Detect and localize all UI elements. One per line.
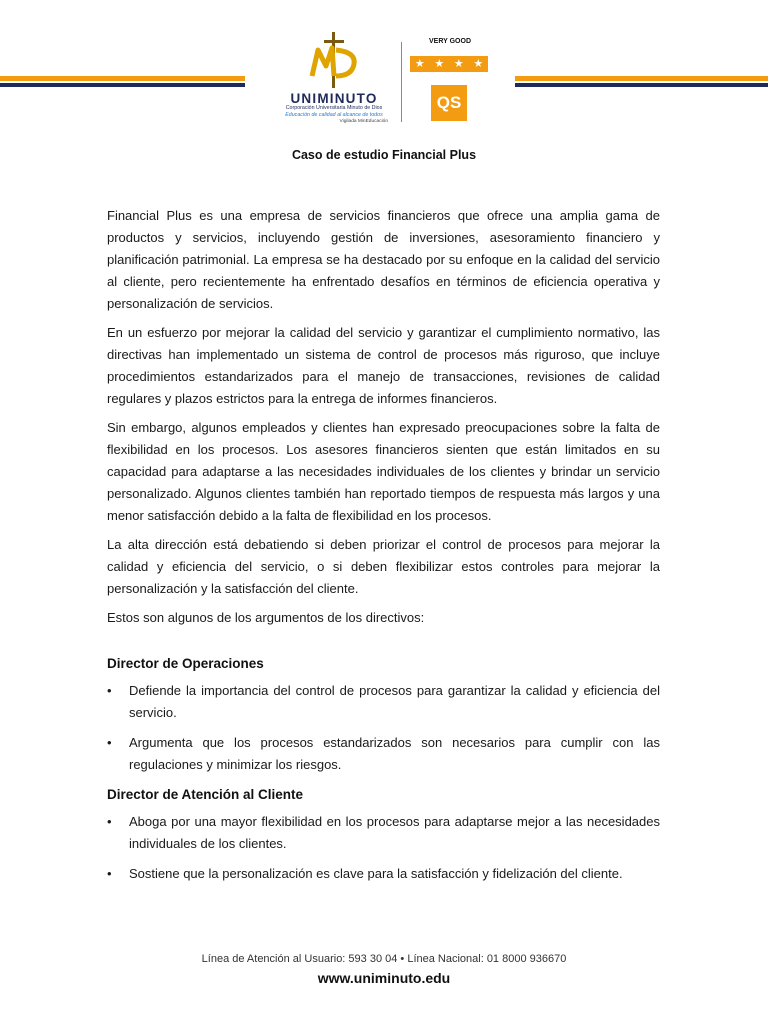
star-icon: ★ [414,58,425,70]
list-item [107,863,660,885]
list-item-text: Defiende la importancia del control de procesos para garantizar la calidad y eficiencia del servicio. [129,683,660,720]
bullet-list-atencion-cliente [107,811,660,885]
uniminuto-logo [272,32,396,132]
rating-stars [410,56,488,72]
bullet-icon: • [107,866,112,881]
md-emblem-icon [308,32,360,88]
paragraph: Sin embargo, algunos empleados y clientes han expresado preocupaciones sobre la falta de flexibilidad en los procesos. Los asesores financieros sienten que están limitados en su capacidad para adaptarse a las necesidades individuales de los clientes y brindar un servicio personalizado. Algunos clientes también han reportado tiempos de respuesta más largos y una menor satisfacción debido a la falta de flexibilidad en los procesos. [107,420,660,523]
rating-label: VERY GOOD [428,38,471,45]
bullet-list-operaciones [107,680,660,776]
footer-contact: Línea de Atención al Usuario: 593 30 04 • Línea Nacional: 01 8000 936670 [201,953,567,965]
list-item-text: Aboga por una mayor flexibilidad en los procesos para adaptarse mejor a las necesidades individuales de los clientes. [129,814,660,851]
logo-brand-text: UNIMINUTO [290,91,378,106]
list-item [107,680,660,724]
paragraph: En un esfuerzo por mejorar la calidad del servicio y garantizar el cumplimiento normativo, las directivas han implementado un sistema de control de procesos más riguroso, que incluye procedimientos estandarizados para el manejo de transacciones, revisiones de calidad regulares y plazos estrictos para la entrega de informes financieros. [107,325,660,406]
bullet-icon: • [107,814,112,829]
header-navy-band-right [515,83,768,87]
section-heading-atencion-cliente: Director de Atención al Cliente [107,787,304,802]
document-body [107,205,660,893]
footer-website-link[interactable]: www.uniminuto.edu [317,970,451,986]
bullet-icon: • [107,683,112,698]
star-icon: ★ [473,58,484,70]
list-item-text: Sostiene que la personalización es clave para la satisfacción y fidelización del cliente. [129,866,623,881]
header-navy-band-left [0,83,245,87]
qs-rating [410,36,490,124]
list-item [107,732,660,776]
logo-vigilada: Vigilada MinEducación [339,119,388,124]
section-heading-operaciones: Director de Operaciones [107,656,264,671]
qs-logo: QS [431,85,467,121]
header-divider [401,42,402,122]
paragraph: Financial Plus es una empresa de servicios financieros que ofrece una amplia gama de productos y servicios, incluyendo gestión de inversiones, asesoramiento financiero y planificación patrimonial. La empresa se ha destacado por su enfoque en la calidad del servicio al cliente, pero recientemente ha enfrentado desafíos en términos de eficiencia operativa y personalización de servicios. [107,208,660,311]
paragraph: Estos son algunos de los argumentos de los directivos: [107,610,425,625]
star-icon: ★ [434,58,445,70]
list-item-text: Argumenta que los procesos estandarizados son necesarios para cumplir con las regulaciones y minimizar los riesgos. [129,735,660,772]
logo-tagline: Educación de calidad al alcance de todos [285,112,383,118]
star-icon: ★ [453,58,464,70]
header-orange-band-right [515,76,768,81]
logo-subtitle: Corporación Universitaria Minuto de Dios [285,105,383,111]
header-orange-band-left [0,76,245,81]
bullet-icon: • [107,735,112,750]
document-title: Caso de estudio Financial Plus [291,148,477,162]
list-item [107,811,660,855]
paragraph: La alta dirección está debatiendo si deben priorizar el control de procesos para mejorar la calidad y eficiencia del servicio, o si deben flexibilizar estos controles para mejorar la personalización y la satisfacción del cliente. [107,537,660,596]
